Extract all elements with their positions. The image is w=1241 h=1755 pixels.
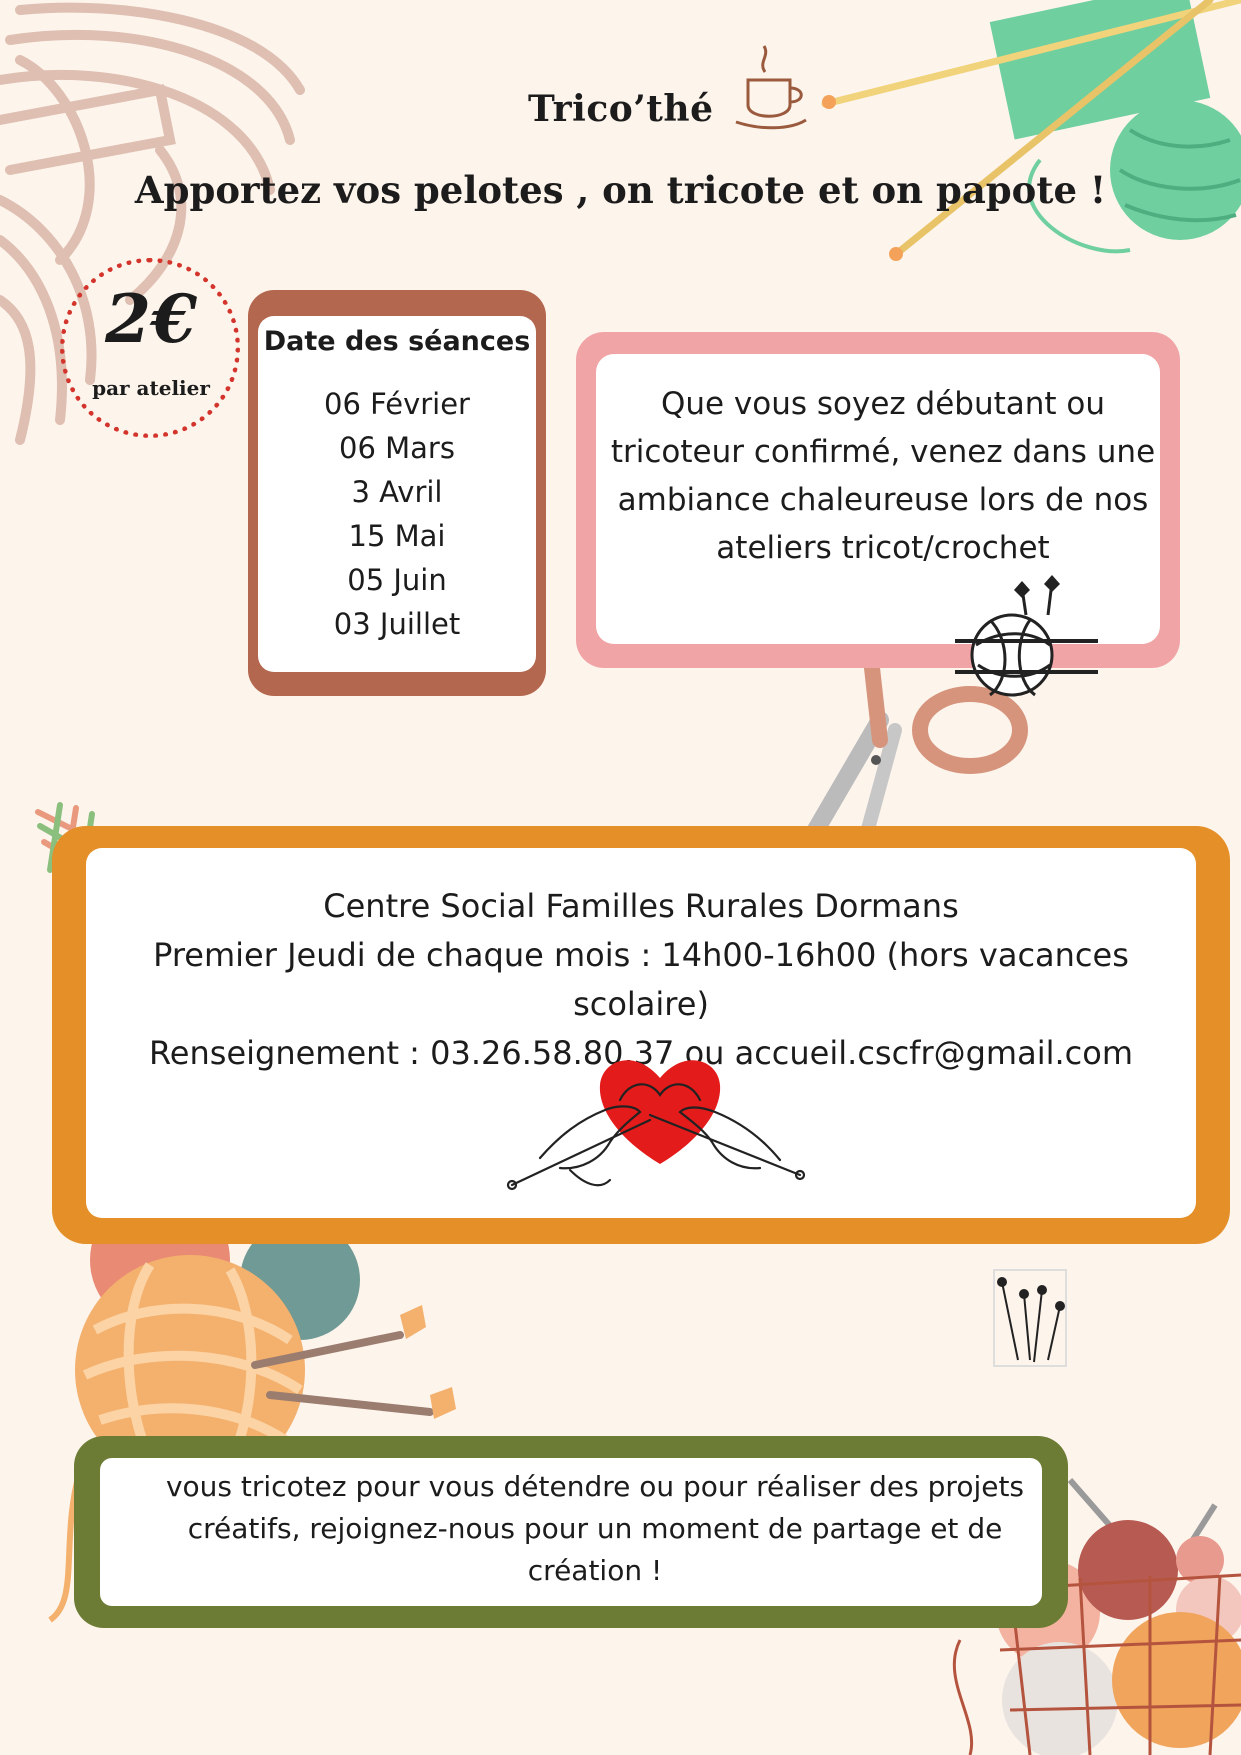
- price-value: 2€: [105, 280, 197, 358]
- intro-line: Que vous soyez débutant ou: [660, 386, 1106, 422]
- date-item: 05 Juin: [347, 563, 447, 597]
- footer-line: vous tricotez pour vous détendre ou pour réaliser des projets: [165, 1470, 1025, 1503]
- date-item: 15 Mai: [348, 519, 446, 553]
- yarn-ball-cut-icon: [950, 570, 1100, 720]
- intro-line: tricoteur confirmé, venez dans une: [610, 434, 1156, 470]
- dates-list: [258, 382, 536, 646]
- price-caption: par atelier: [92, 376, 210, 400]
- pins-icon: [994, 1270, 1066, 1366]
- page-subtitle: Apportez vos pelotes , on tricote et on papote !: [134, 168, 1107, 212]
- date-item: 06 Février: [324, 387, 470, 421]
- date-item: 03 Juillet: [333, 607, 461, 641]
- intro-line: ambiance chaleureuse lors de nos: [617, 482, 1149, 518]
- footer-line: créatifs, rejoignez-nous pour un moment de partage et de: [187, 1512, 1003, 1545]
- page-title: Trico’thé: [528, 88, 714, 130]
- info-line-location: Centre Social Familles Rurales Dormans: [323, 887, 959, 925]
- dates-heading: Date des séances: [263, 326, 531, 357]
- date-item: 3 Avril: [351, 475, 443, 509]
- info-line-contact: Renseignement : 03.26.58.80.37 ou accueil.cscfr@gmail.com: [149, 1034, 1133, 1072]
- intro-text: [610, 380, 1156, 572]
- green-knitting-icon: [822, 0, 1241, 261]
- tea-cup-icon: [736, 46, 806, 128]
- footer-text: [160, 1466, 1030, 1592]
- date-item: 06 Mars: [339, 431, 455, 465]
- intro-line: ateliers tricot/crochet: [716, 530, 1050, 566]
- heart-knitting-icon: [500, 1040, 820, 1200]
- footer-line: création !: [527, 1554, 663, 1587]
- info-line-schedule: Premier Jeudi de chaque mois : 14h00-16h00 (hors vacances scolaire): [153, 936, 1129, 1023]
